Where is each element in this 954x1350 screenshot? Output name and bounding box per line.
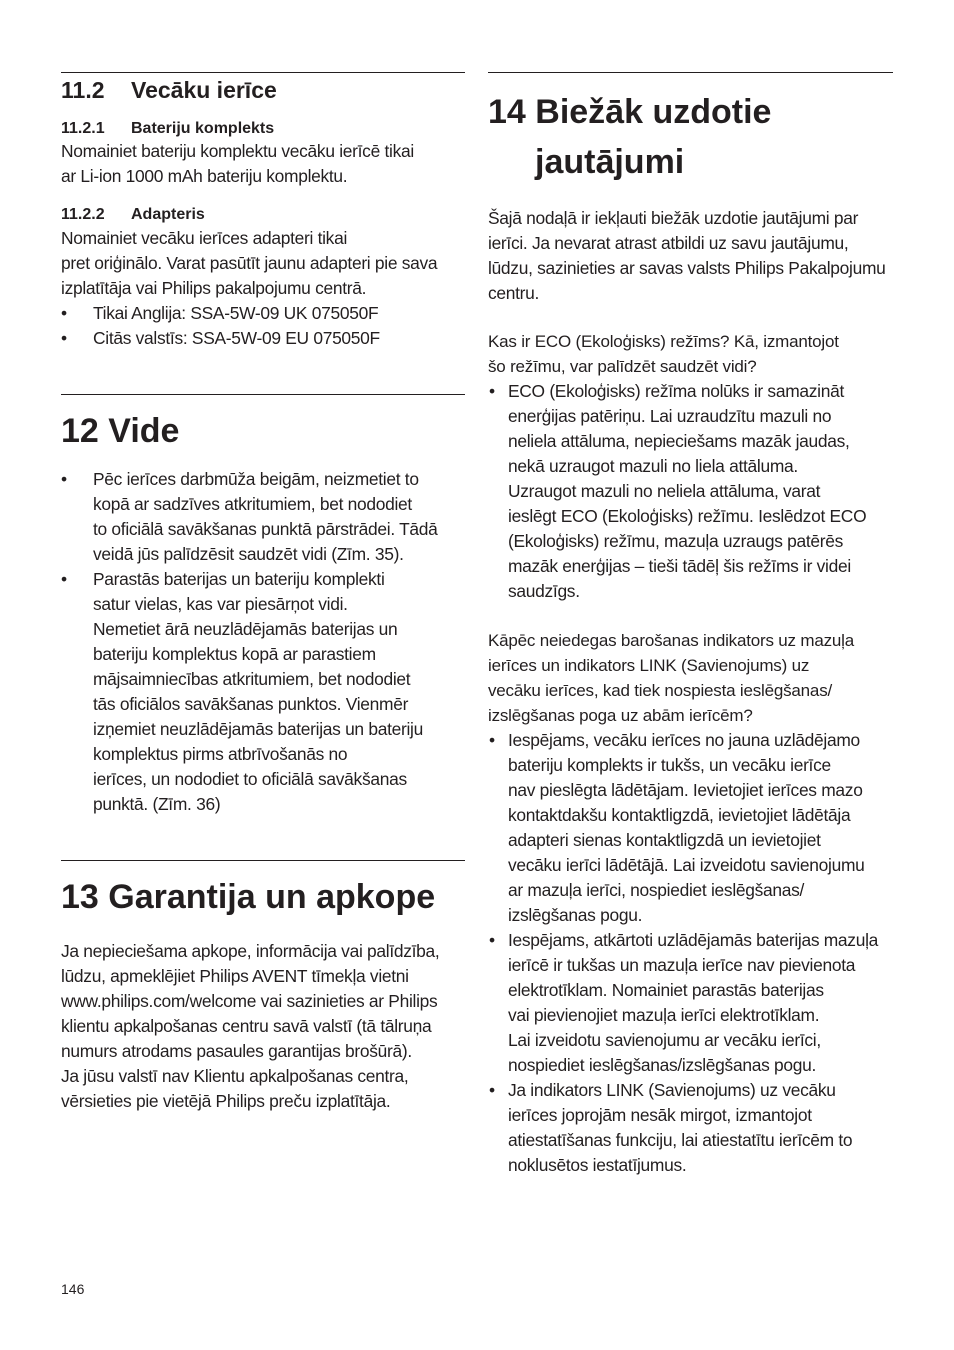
environment-list <box>61 467 465 817</box>
section-11-2-1-heading: 11.2.1 Bateriju komplekts <box>61 119 275 137</box>
section-14-title: 14 Biežāk uzdotie jautājumi <box>488 93 772 181</box>
list-item: • Parastās baterijas un bateriju komplekti satur vielas, kas var piesārņot vidi. Nemetiet ārā neuzlādējamās baterijas un bateriju komplektus kopā ar parastiem mājsaimniecības atkritumiem, bet nododiet tās oficiālos savākšanas punktos. Vienmēr izņemiet neuzlādējamās baterijas un bateriju komplektus pirms atbrīvošanās no ierīces, un nododiet to oficiālā savākšanas punktā. (Zīm. 36) <box>61 567 465 817</box>
section-11-2-1-text: Nomainiet bateriju komplektu vecāku ierīcē tikai ar Li-ion 1000 mAh bateriju komplektu. <box>61 141 414 187</box>
list-item: • Iespējams, vecāku ierīces no jauna uzlādējamo bateriju komplekts ir tukšs, un vecāku ierīce nav pieslēgta lādētājam. Ievietojiet ierīces mazo kontaktdakšu kontaktligzdā, ievietojiet lādētāja adapteri sienas kontaktligzdā un ievietojiet vecāku ierīci lādētājā. Lai izveidotu savienojumu ar mazuļa ierīci, nospiediet ieslēgšanas/ izslēgšanas pogu. <box>488 728 893 928</box>
page-number: 146 <box>61 1281 85 1297</box>
list-item: • Citās valstīs: SSA-5W-09 EU 075050F <box>61 326 465 351</box>
list-item: • Iespējams, atkārtoti uzlādējamās baterijas mazuļa ierīcē ir tukšas un mazuļa ierīce nav pievienota elektrotīklam. Nomainiet parastās baterijas vai pievienojiet mazuļa ierīci elektrotīklam. Lai izveidotu savienojumu ar vecāku ierīci, nospiediet ieslēgšanas/izslēgšanas pogu. <box>488 928 893 1078</box>
list-item: • Pēc ierīces darbmūža beigām, neizmetiet to kopā ar sadzīves atkritumiem, bet nododiet to oficiālā savākšanas punktā pārstrādei. Tādā veidā jūs palīdzēsit saudzēt vidi (Zīm. 35). <box>61 467 465 567</box>
section-rule <box>61 860 465 861</box>
section-11-2-heading: 11.2 Vecāku ierīce <box>61 77 277 103</box>
question-eco: Kas ir ECO (Ekoloģisks) režīms? Kā, izmantojot šo režīmu, var palīdzēt saudzēt vidi? <box>488 332 839 376</box>
adapter-list <box>61 301 465 351</box>
right-column <box>488 72 893 1178</box>
section-11-2-2-heading: 11.2.2 Adapteris <box>61 206 205 224</box>
left-column <box>61 72 465 1114</box>
section-13-text: Ja nepieciešama apkope, informācija vai palīdzība, lūdzu, apmeklējiet Philips AVENT tīmekļa vietni www.philips.com/welcome vai sazinieties ar Philips klientu apkalpošanas centru savā valstī (tā tālruņa numurs atrodams pasaules garantijas brošūrā). Ja jūsu valstī nav Klientu apkalpošanas centra, vērsieties pie vietējā Philips preču izplatītāja. <box>61 940 440 1111</box>
list-item: • ECO (Ekoloģisks) režīma nolūks ir samazināt enerģijas patēriņu. Lai uzraudzītu mazuli no neliela attāluma, nepieciešams mazāk jaudas, nekā uzraugot mazuli no liela attāluma. Uzraugot mazuli no neliela attāluma, varat ieslēgt ECO (Ekoloģisks) režīmu. Ieslēdzot ECO (Ekoloģisks) režīmu, mazuļa uzraugs patērēs mazāk enerģijas – tieši tādēļ šis režīms ir videi saudzīgs. <box>488 379 893 604</box>
section-11-2-2-text: Nomainiet vecāku ierīces adapteri tikai pret oriģinālo. Varat pasūtīt jaunu adapteri pie sava izplatītāja vai Philips pakalpojumu centrā. <box>61 228 438 299</box>
section-12-title: 12 Vide <box>61 412 180 451</box>
list-item: • Tikai Anglija: SSA-5W-09 UK 075050F <box>61 301 465 326</box>
section-14-intro: Šajā nodaļā ir iekļauti biežāk uzdotie jautājumi par ierīci. Ja nevarat atrast atbildi uz savu jautājumu, lūdzu, sazinieties ar savas valsts Philips Pakalpojumu centru. <box>488 208 886 303</box>
answer-eco-list <box>488 379 893 604</box>
answer-power-list <box>488 728 893 1178</box>
section-rule <box>61 394 465 395</box>
list-item: • Ja indikators LINK (Savienojums) uz vecāku ierīces joprojām nesāk mirgot, izmantojot atiestatīšanas funkciju, lai atiestatītu ierīcēm to noklusētos iestatījumus. <box>488 1078 893 1178</box>
section-rule <box>61 72 465 73</box>
section-13-title: 13 Garantija un apkope <box>61 877 436 916</box>
question-power: Kāpēc neiedegas barošanas indikators uz mazuļa ierīces un indikators LINK (Savienojums) uz vecāku ierīces, kad tiek nospiesta ieslēgšanas/ izslēgšanas poga uz abām ierīcēm? <box>488 631 854 725</box>
section-rule <box>488 72 893 73</box>
